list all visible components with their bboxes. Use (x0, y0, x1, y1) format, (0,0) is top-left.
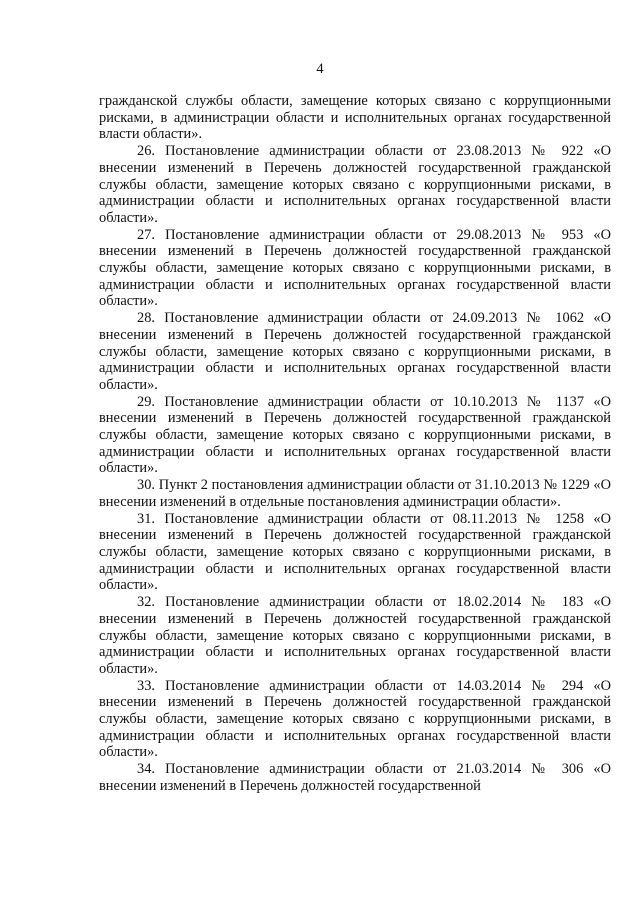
paragraph-continuation: гражданской службы области, замещение которых связано с коррупционными рисками, в администрации области и исполнительных органах государственной власти области». (99, 93, 611, 143)
list-item-31: 31. Постановление администрации области от 08.11.2013 № 1258 «О внесении изменений в Перечень должностей государственной гражданской службы области, замещение которых связано с коррупционными рисками, в администрации области и исполнительных органах государственной власти области». (99, 510, 611, 594)
list-item-28: 28. Постановление администрации области от 24.09.2013 № 1062 «О внесении изменений в Перечень должностей государственной гражданской службы области, замещение которых связано с коррупционными рисками, в администрации области и исполнительных органах государственной власти области». (99, 310, 611, 393)
list-item-33: 33. Постановление администрации области от 14.03.2014 № 294 «О внесении изменений в Перечень должностей государственной гражданской службы области, замещение которых связано с коррупционными рисками, в администрации области и исполнительных органах государственной власти области». (99, 677, 611, 761)
document-body (99, 93, 611, 795)
list-item-29: 29. Постановление администрации области от 10.10.2013 № 1137 «О внесении изменений в Перечень должностей государственной гражданской службы области, замещение которых связано с коррупционными рисками, в администрации области и исполнительных органах государственной власти области». (99, 393, 611, 477)
list-item-26: 26. Постановление администрации области от 23.08.2013 № 922 «О внесении изменений в Перечень должностей государственной гражданской службы области, замещение которых связано с коррупционными рисками, в администрации области и исполнительных органах государственной власти области». (99, 143, 611, 226)
list-item-32: 32. Постановление администрации области от 18.02.2014 № 183 «О внесении изменений в Перечень должностей государственной гражданской службы области, замещение которых связано с коррупционными рисками, в администрации области и исполнительных органах государственной власти области». (99, 594, 611, 677)
list-item-34: 34. Постановление администрации области от 21.03.2014 № 306 «О внесении изменений в Перечень должностей государственной (99, 761, 611, 794)
page-number: 4 (316, 61, 324, 77)
list-item-30: 30. Пункт 2 постановления администрации области от 31.10.2013 № 1229 «О внесении изменений в отдельные постановления администрации области». (99, 477, 611, 510)
list-item-27: 27. Постановление администрации области от 29.08.2013 № 953 «О внесении изменений в Перечень должностей государственной гражданской службы области, замещение которых связано с коррупционными рисками, в администрации области и исполнительных органах государственной власти области». (99, 226, 611, 310)
